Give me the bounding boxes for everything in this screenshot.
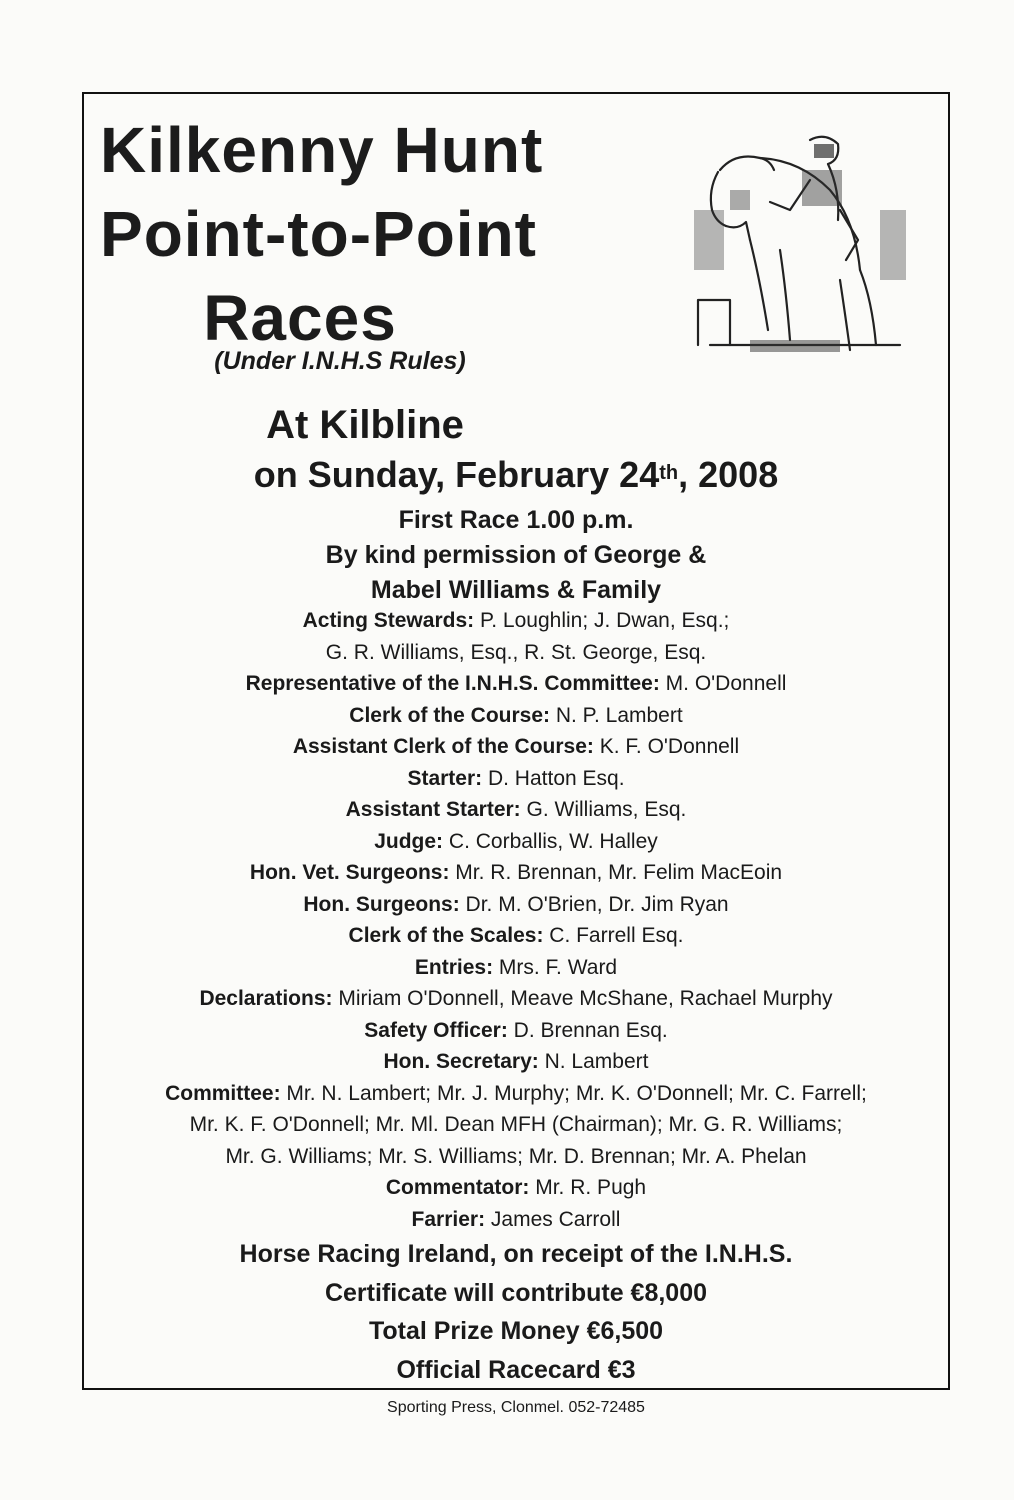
racecard-price: Official Racecard €3 <box>396 1355 636 1384</box>
prize-money: Total Prize Money €6,500 <box>368 1317 664 1345</box>
official-value: James Carroll <box>485 1207 621 1231</box>
official-row <box>82 637 950 669</box>
official-label: Starter: <box>407 766 483 790</box>
official-label: Assistant Starter: <box>345 798 521 821</box>
official-label: Hon. Surgeons: <box>303 892 460 916</box>
official-value: P. Loughlin; J. Dwan, Esq.; <box>474 609 730 632</box>
official-value: M. O'Donnell <box>659 672 787 695</box>
official-label: Safety Officer: <box>364 1018 508 1042</box>
official-label: Commentator: <box>385 1176 530 1199</box>
official-value: Mr. G. Williams; Mr. S. Williams; Mr. D. Brennan; Mr. A. Phelan <box>225 1144 807 1168</box>
first-race: First Race 1.00 p.m. <box>398 506 634 534</box>
official-row <box>82 1204 950 1236</box>
official-row <box>62 1078 970 1110</box>
official-row <box>82 668 950 700</box>
official-row <box>82 952 950 984</box>
permission-line-1: By kind permission of George & <box>325 541 707 569</box>
official-value: N. P. Lambert <box>550 703 683 727</box>
officials-list <box>82 605 950 1235</box>
official-value: Mr. R. Brennan, Mr. Felim MacEoin <box>449 861 783 884</box>
horse-and-rider-illustration <box>690 130 910 370</box>
official-row <box>82 826 950 858</box>
official-row <box>82 700 950 732</box>
official-row <box>82 763 950 795</box>
official-label: Clerk of the Scales: <box>348 924 544 947</box>
official-label: Clerk of the Course: <box>349 703 550 727</box>
official-row <box>82 1141 950 1173</box>
title-line-1: Kilkenny Hunt <box>100 114 544 186</box>
date-prefix: on Sunday, February 24 <box>253 454 660 495</box>
official-row <box>82 857 950 889</box>
race-date <box>82 452 950 498</box>
official-row <box>82 1172 950 1204</box>
official-label: Hon. Secretary: <box>383 1050 539 1073</box>
permission-line-2: Mabel Williams & Family <box>370 576 662 604</box>
official-row <box>82 889 950 921</box>
rules-subtitle: (Under I.N.H.S Rules) <box>214 347 466 375</box>
title-line-3: Races <box>203 282 397 354</box>
official-row <box>82 1015 950 1047</box>
official-label: Declarations: <box>199 987 333 1010</box>
official-label: Acting Stewards: <box>302 609 475 632</box>
official-value: Mr. N. Lambert; Mr. J. Murphy; Mr. K. O'Donnell; Mr. C. Farrell; <box>280 1081 867 1105</box>
official-row <box>82 605 950 637</box>
official-value: G. Williams, Esq. <box>520 798 687 821</box>
official-value: Mrs. F. Ward <box>493 955 618 979</box>
official-value: Miriam O'Donnell, Meave McShane, Rachael Murphy <box>332 987 833 1010</box>
official-label: Committee: <box>165 1081 281 1105</box>
race-info <box>82 503 950 608</box>
official-label: Representative of the I.N.H.S. Committee: <box>245 672 660 695</box>
official-value: K. F. O'Donnell <box>593 735 740 758</box>
official-row <box>82 1109 950 1141</box>
official-row <box>82 794 950 826</box>
funding-info <box>82 1235 950 1389</box>
title-line-2: Point-to-Point <box>100 198 537 270</box>
official-label: Hon. Vet. Surgeons: <box>249 861 450 884</box>
official-row <box>82 920 950 952</box>
official-label: Farrier: <box>411 1207 486 1231</box>
official-value: D. Brennan Esq. <box>507 1018 668 1042</box>
official-row <box>82 1046 950 1078</box>
official-row <box>82 983 950 1015</box>
official-value: C. Corballis, W. Halley <box>443 829 658 853</box>
official-value: C. Farrell Esq. <box>543 924 684 947</box>
date-year: , 2008 <box>678 454 779 495</box>
official-label: Assistant Clerk of the Course: <box>292 735 594 758</box>
official-value: Dr. M. O'Brien, Dr. Jim Ryan <box>459 892 729 916</box>
funding-line-1: Horse Racing Ireland, on receipt of the I.N.H.S. <box>239 1240 793 1268</box>
official-value: Mr. K. F. O'Donnell; Mr. Ml. Dean MFH (Chairman); Mr. G. R. Williams; <box>189 1113 843 1136</box>
date-suffix: th <box>659 462 679 484</box>
printer-credit: Sporting Press, Clonmel. 052-72485 <box>387 1399 645 1416</box>
official-value: D. Hatton Esq. <box>482 766 625 790</box>
official-value: N. Lambert <box>538 1050 649 1073</box>
official-value: G. R. Williams, Esq., R. St. George, Esq. <box>325 640 707 664</box>
official-row <box>82 731 950 763</box>
venue: At Kilbline <box>266 403 464 447</box>
official-label: Judge: <box>374 829 444 853</box>
official-value: Mr. R. Pugh <box>529 1176 647 1199</box>
official-label: Entries: <box>414 955 494 979</box>
funding-line-2: Certificate will contribute €8,000 <box>324 1278 708 1307</box>
poster-title <box>100 108 544 360</box>
